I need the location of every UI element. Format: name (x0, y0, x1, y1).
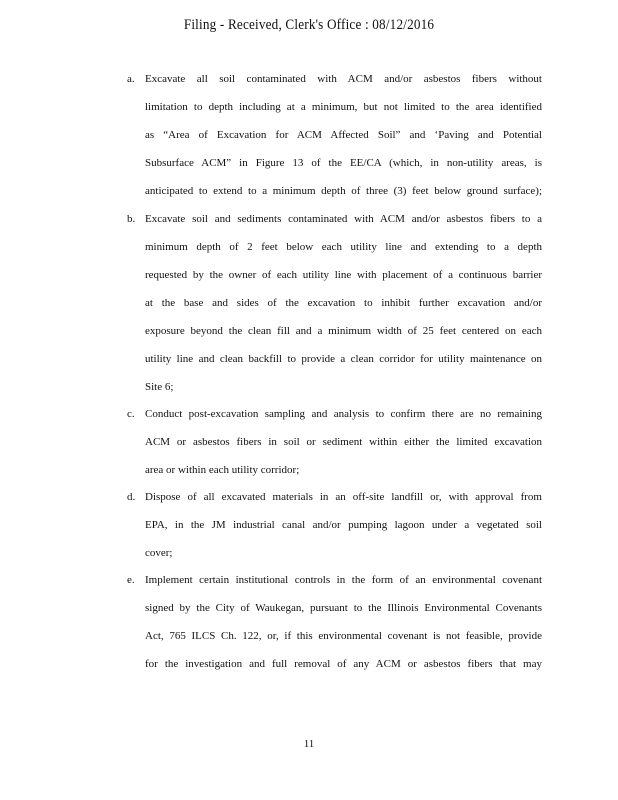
filing-stamp-header: Filing - Received, Clerk's Office : 08/12/2016 (183, 17, 435, 33)
list-marker: d. (127, 491, 136, 503)
list-line: ACM or asbestos fibers in soil or sediment within either the limited excavation (145, 436, 542, 448)
list-line: utility line and clean backfill to provide a clean corridor for utility maintenance on (145, 353, 542, 365)
list-line: Implement certain institutional controls in the form of an environmental covenant (145, 574, 542, 586)
list-line: Conduct post-excavation sampling and analysis to confirm there are no remaining (145, 408, 542, 420)
list-line: as “Area of Excavation for ACM Affected Soil” and ‘Paving and Potential (145, 129, 542, 141)
list-line: minimum depth of 2 feet below each utility line and extending to a depth (145, 241, 542, 253)
list-marker: a. (127, 73, 135, 85)
list-line: for the investigation and full removal of any ACM or asbestos fibers that may (145, 658, 542, 670)
list-line: anticipated to extend to a minimum depth of three (3) feet below ground surface); (145, 185, 542, 197)
list-line: Excavate soil and sediments contaminated with ACM and/or asbestos fibers to a (145, 213, 542, 225)
list-line: EPA, in the JM industrial canal and/or pumping lagoon under a vegetated soil (145, 519, 542, 531)
list-line: Act, 765 ILCS Ch. 122, or, if this environmental covenant is not feasible, provide (145, 630, 542, 642)
list-marker: c. (127, 408, 135, 420)
list-line: cover; (145, 547, 173, 559)
list-line: limitation to depth including at a minimum, but not limited to the area identified (145, 101, 542, 113)
list-line: requested by the owner of each utility line with placement of a continuous barrier (145, 269, 542, 281)
list-line: at the base and sides of the excavation to inhibit further excavation and/or (145, 297, 542, 309)
list-line: Site 6; (145, 381, 174, 393)
list-line: Excavate all soil contaminated with ACM and/or asbestos fibers without (145, 73, 542, 85)
list-line: exposure beyond the clean fill and a minimum width of 25 feet centered on each (145, 325, 542, 337)
list-line: Subsurface ACM” in Figure 13 of the EE/CA (which, in non-utility areas, is (145, 157, 542, 169)
list-marker: e. (127, 574, 135, 586)
page-number: 11 (303, 738, 315, 750)
list-line: area or within each utility corridor; (145, 464, 300, 476)
list-line: signed by the City of Waukegan, pursuant to the Illinois Environmental Covenants (145, 602, 542, 614)
list-line: Dispose of all excavated materials in an off-site landfill or, with approval from (145, 491, 542, 503)
list-marker: b. (127, 213, 136, 225)
